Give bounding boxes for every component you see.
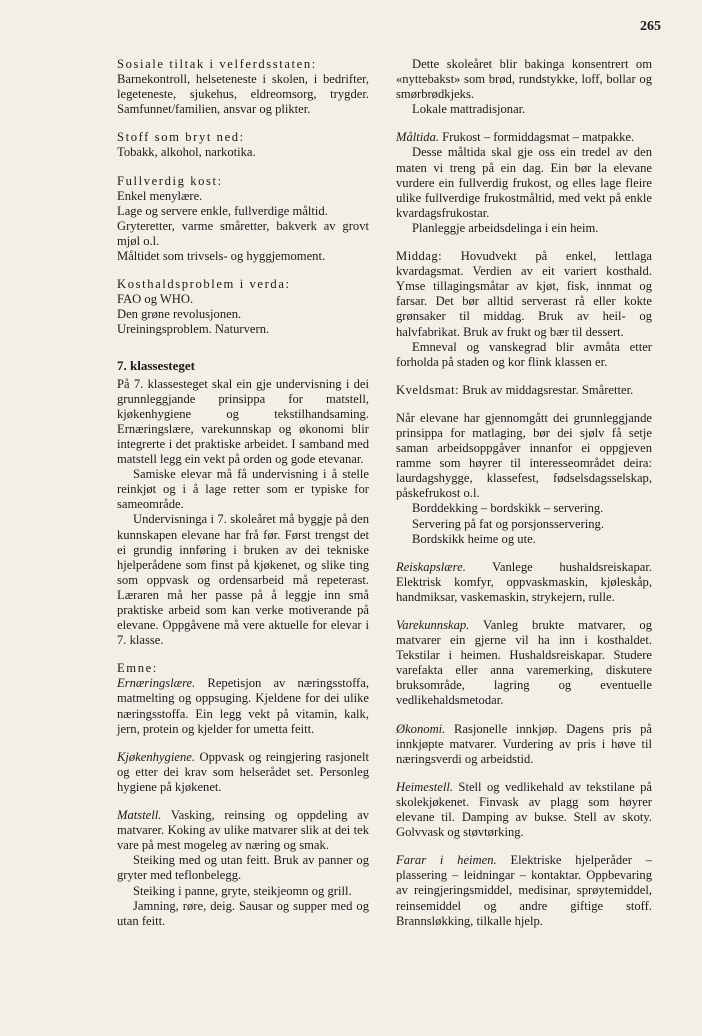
right-column: [396, 57, 652, 929]
topic-label: Farar i heimen.: [396, 853, 497, 868]
paragraph: Planleggje arbeidsdelinga i ein heim.: [412, 220, 599, 235]
topic-label: Måltida.: [396, 130, 440, 145]
paragraph: [117, 676, 369, 736]
page-number: 265: [640, 19, 661, 34]
topic-text: Stell og vedlikehald av tekstilane på skolekjøkenet. Finvask av plagg som høyrer elevane til. Damping av bukse. Stell av skoty. Golvvask og støvtørking.: [396, 779, 652, 840]
paragraph: Samiske elevar må få undervisning i å stelle reinkjøt og i å lage retter som er typiske for sameområde.: [117, 467, 369, 512]
list-item: Gryteretter, varme småretter, bakverk av grovt mjøl o.l.: [117, 218, 369, 248]
list-item: Ureiningsproblem. Naturvern.: [117, 322, 270, 337]
list-item: Enkel menylære.: [117, 188, 203, 203]
section-heading: Kosthaldsproblem i verda:: [117, 277, 291, 292]
paragraph: [396, 780, 652, 840]
topic-label: Økonomi.: [396, 721, 446, 736]
list-item: Servering på fat og porsjonsservering.: [412, 516, 605, 531]
section-heading: Stoff som bryt ned:: [117, 130, 245, 145]
section-heading: Emne:: [117, 661, 158, 676]
topic-text: Vanlege hushaldsreiskapar. Elektrisk komfyr, oppvaskmaskin, kjøleskåp, handmiksar, vaskemaskin, strykejern, rulle.: [396, 559, 652, 604]
paragraph: Tobakk, alkohol, narkotika.: [117, 145, 256, 160]
topic-label: Reiskapslære.: [396, 559, 466, 574]
topic-text: Repetisjon av næringsstoffa, matmelting og oppsuging. Kjeldene for dei ulike næringsstoffa. Ein legg vekt på vitamin, kalk, jern, protein og kjelder for umetta feitt.: [117, 676, 369, 736]
paragraph: [117, 750, 369, 795]
section-heading: Sosiale tiltak i velferdsstaten:: [117, 57, 317, 71]
topic-text: Elektriske hjelperåder – plassering – leidningar – kontaktar. Oppbevaring av reingjeringsmiddel, medisinar, sprøytemiddel, reinsemiddel og andre giftige stoff. Brannsløkking, tilkalle hjelp.: [396, 853, 653, 928]
topic-label: Varekunnskap.: [396, 618, 470, 632]
paragraph: [117, 808, 369, 853]
paragraph: På 7. klassesteget skal ein gje undervisning i dei grunnleggjande prinsippa for matstell, kjøkenhygiene og tekstilhandsaming. Ernæringslære, varekunnskap og økonomi blir integrerte i det praktiske arbeidet. I samband med matstell legg ein vekt på orden og gode etevanar.: [117, 376, 369, 467]
paragraph: Emneval og vanskegrad blir avmåta etter forholda på staden og kor flink klassen er.: [396, 339, 652, 369]
chapter-heading: 7. klassesteget: [117, 357, 195, 373]
list-item: Den grøne revolusjonen.: [117, 307, 242, 322]
topic-label: Matstell.: [117, 808, 162, 823]
topic-text: Frukost – formiddagsmat – matpakke.: [439, 130, 635, 145]
paragraph: [396, 853, 652, 928]
paragraph: [396, 383, 652, 398]
left-column: [117, 57, 369, 929]
list-item: FAO og WHO.: [117, 292, 194, 307]
topic-label: Middag:: [396, 249, 443, 264]
paragraph: Desse måltida skal gje oss ein tredel av den maten vi treng på ein dag. Ein bør la elevane vurdere ein fullverdig frukost, og elles lage fleire ulike fullverdige frukostmåltid, med vekt på enkle kvardagsfrukostar.: [396, 145, 652, 220]
topic-text: Bruk av middagsrestar. Småretter.: [459, 382, 634, 397]
list-item: Bordskikk heime og ute.: [412, 531, 536, 546]
section-heading: Fullverdig kost:: [117, 173, 223, 188]
paragraph: Steiking med og utan feitt. Bruk av panner og gryter med teflonbelegg.: [117, 853, 369, 883]
topic-text: Vasking, reinsing og oppdeling av matvarer. Koking av ulike matvarer slik at dei tek vare på mest mogeleg av næring og smak.: [117, 808, 369, 853]
paragraph: Når elevane har gjennomgått dei grunnleggjande prinsippa for matlaging, bør dei sjølv få setje saman arbeidsoppgåver innanfor ei oppgjeven ramme som høyrer til interesseområdet deira: laurdagshygge, klassefest, fødselsdagsselskap, påskefrukost o.l.: [396, 410, 652, 501]
topic-text: Oppvask og reingjering rasjonelt og etter dei krav som helserådet set. Personleg hygiene på kjøkenet.: [117, 749, 369, 794]
paragraph: Undervisninga i 7. skoleåret må byggje på den kunnskapen elevane har frå før. Først trengst det ei grundig innføring i bruken av dei tekniske hjelperådene som finst på kjøkenet, og slike ting som oppvask og ordensarbeid må repeterast. Læraren må her passe på å leggje inn små praktiske arbeid som kan verke motiverande på elevane. Oppgåvene må vere aktuelle for elevar i 7. klasse.: [117, 512, 369, 648]
topic-label: Kjøkenhygiene.: [117, 749, 195, 764]
list-item: Borddekking – bordskikk – servering.: [412, 501, 604, 516]
paragraph: Dette skoleåret blir bakinga konsentrert om «nyttebakst» som brød, rundstykke, loff, bollar og smørbrødkjeks.: [396, 57, 652, 102]
paragraph: Barnekontroll, helseteneste i skolen, i bedrifter, legeteneste, sjukehus, eldreomsorg, trygder. Samfunnet/familien, ansvar og plikter.: [117, 72, 369, 117]
topic-label: Heimestell.: [396, 779, 454, 794]
paragraph: [396, 618, 652, 709]
paragraph: Steiking i panne, gryte, steikjeomn og grill.: [133, 883, 352, 898]
topic-text: Rasjonelle innkjøp. Dagens pris på innkjøpte matvarer. Vurdering av pris i høve til næringsverdi og arbeidstid.: [396, 721, 652, 766]
topic-text: Hovudvekt på enkel, lettlaga kvardagsmat. Verdien av eit variert kosthald. Ymse tillagingsmåtar av kjøt, fisk, innmat og farsar. Det bør alltid serverast rå eller kokte grønsaker til middag. Bruk av heil- og halvfabrikat. Bruk av frukt og bær til dessert.: [396, 249, 652, 339]
paragraph: [396, 722, 652, 767]
list-item: Måltidet som trivsels- og hyggjemoment.: [117, 249, 326, 264]
list-item: Lage og servere enkle, fullverdige måltid.: [117, 203, 328, 218]
paragraph: Lokale mattradisjonar.: [412, 102, 526, 117]
paragraph: [396, 130, 652, 145]
paragraph: [396, 249, 652, 340]
paragraph: Jamning, røre, deig. Sausar og supper med og utan feitt.: [117, 898, 369, 928]
topic-label: Ernæringslære.: [117, 676, 196, 691]
topic-text: Vanleg brukte matvarer, og matvarer ein gjerne vil ha inn i kosthaldet. Tekstilar i heimen. Hushaldsreiskapar. Studere varefakta eller anna varemerking, diskutere bruksområde, lagring og eventuelle vedlikehaldsmetodar.: [396, 618, 652, 708]
paragraph: [396, 560, 652, 605]
topic-label: Kveldsmat:: [396, 382, 460, 397]
